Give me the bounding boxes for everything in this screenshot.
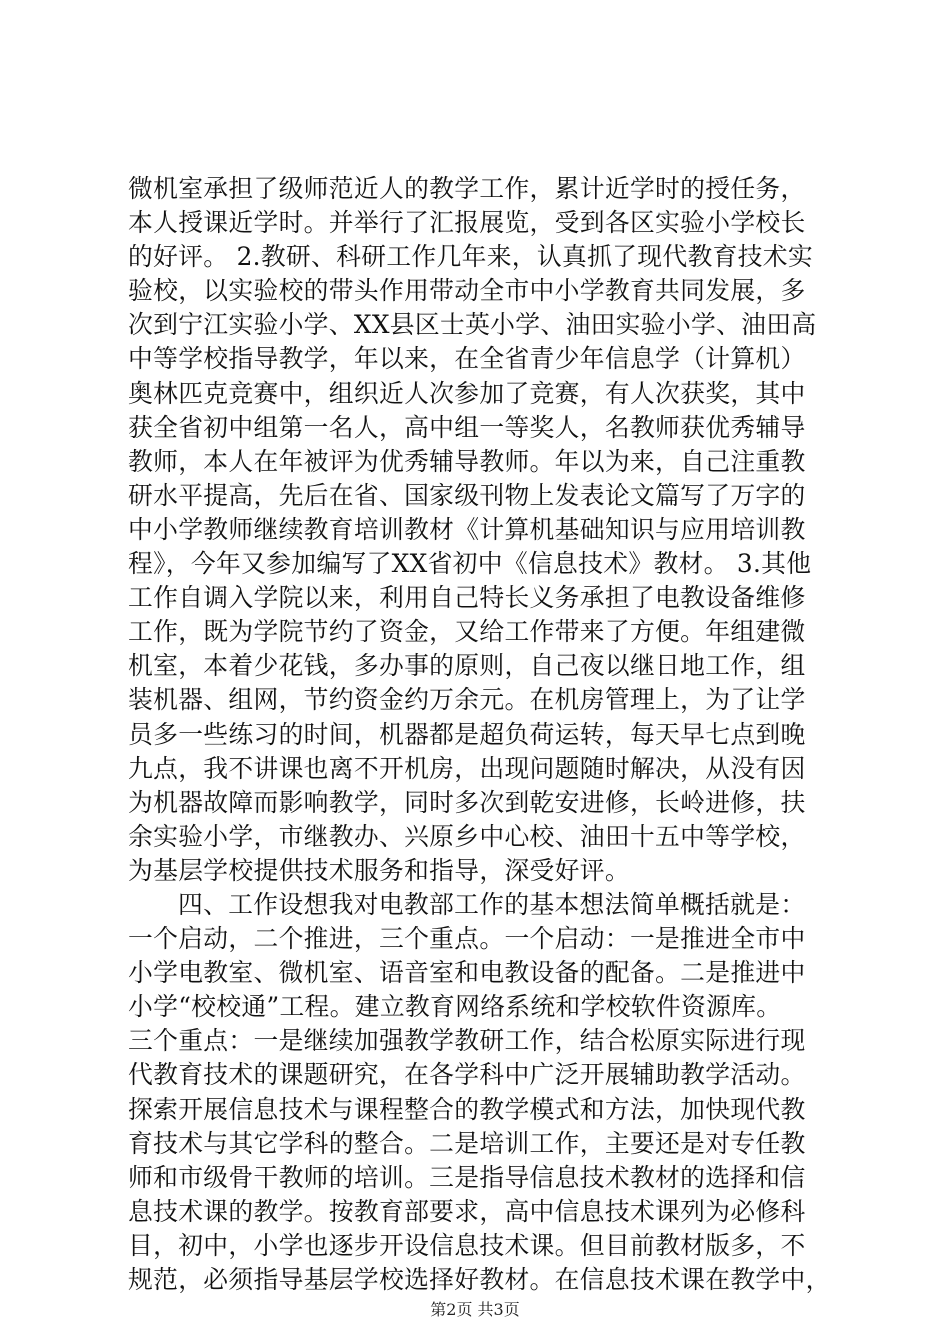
text-line: 程》，今年又参加编写了XX省初中《信息技术》教材。 3.其他 xyxy=(128,549,812,579)
text-line: 规范，必须指导基层学校选择好教材。在信息技术课在教学中， xyxy=(128,1265,831,1294)
text-line: 教师，本人在年被评为优秀辅导教师。年以为来，自己注重教 xyxy=(128,446,806,476)
text-line: 次到宁江实验小学、XX县区士英小学、油田实验小学、油田高 xyxy=(128,310,817,340)
text-line: 中小学教师继续教育培训教材《计算机基础知识与应用培训教 xyxy=(128,514,806,544)
text-line: 为机器故障而影响教学，同时多次到乾安进修，长岭进修，扶 xyxy=(128,787,806,817)
text-line: 九点，我不讲课也离不开机房，出现问题随时解决，从没有因 xyxy=(128,753,806,783)
text-line: 目，初中，小学也逐步开设信息技术课。但目前教材版多，不 xyxy=(128,1230,806,1260)
text-line: 员多一些练习的时间，机器都是超负荷运转，每天早七点到晚 xyxy=(128,719,806,749)
text-line: 本人授课近学时。并举行了汇报展览，受到各区实验小学校长 xyxy=(128,208,806,238)
text-line: 装机器、组网，节约资金约万余元。在机房管理上，为了让学 xyxy=(128,685,806,715)
body-text xyxy=(128,172,848,1297)
text-line: 的好评。 2.教研、科研工作几年来，认真抓了现代教育技术实 xyxy=(128,242,813,272)
text-line: 微机室承担了级师范近人的教学工作，累计近学时的授任务， xyxy=(128,174,806,203)
text-line: 育技术与其它学科的整合。二是培训工作，主要还是对专任教 xyxy=(128,1128,806,1158)
text-line: 小学电教室、微机室、语音室和电教设备的配备。二是推进中 xyxy=(128,958,806,988)
text-line: 为基层学校提供技术服务和指导，深受好评。 xyxy=(128,855,630,885)
text-line: 师和市级骨干教师的培训。三是指导信息技术教材的选择和信 xyxy=(128,1162,806,1192)
text-line: 验校，以实验校的带头作用带动全市中小学教育共同发展，多 xyxy=(128,276,806,306)
paragraph-start-line: 四、工作设想我对电教部工作的基本想法简单概括就是： xyxy=(178,889,806,919)
text-line: 小学“校校通”工程。建立教育网络系统和学校软件资源库。 xyxy=(128,992,782,1022)
text-line: 一个启动，二个推进，三个重点。一个启动：一是推进全市中 xyxy=(128,924,806,954)
page-number-footer: 第2页 共3页 xyxy=(430,1300,520,1319)
text-line: 息技术课的教学。按教育部要求，高中信息技术课列为必修科 xyxy=(128,1196,806,1226)
text-line: 研水平提高，先后在省、国家级刊物上发表论文篇写了万字的 xyxy=(128,480,806,510)
text-line: 中等学校指导教学，年以来，在全省青少年信息学（计算机） xyxy=(128,344,806,374)
text-line: 机室，本着少花钱，多办事的原则，自己夜以继日地工作，组 xyxy=(128,651,806,681)
text-line: 余实验小学，市继教办、兴原乡中心校、油田十五中等学校， xyxy=(128,821,806,851)
text-line: 探索开展信息技术与课程整合的教学模式和方法，加快现代教 xyxy=(128,1094,806,1124)
text-line: 工作，既为学院节约了资金，又给工作带来了方便。年组建微 xyxy=(128,617,806,647)
text-line: 代教育技术的课题研究，在各学科中广泛开展辅助教学活动。 xyxy=(128,1060,806,1090)
text-line: 三个重点：一是继续加强教学教研工作，结合松原实际进行现 xyxy=(128,1026,806,1056)
text-line: 奥林匹克竞赛中，组织近人次参加了竞赛，有人次获奖，其中 xyxy=(128,378,806,408)
text-line: 工作自调入学院以来，利用自己特长义务承担了电教设备维修 xyxy=(128,583,806,613)
text-line: 获全省初中组第一名人，高中组一等奖人，名教师获优秀辅导 xyxy=(128,412,806,442)
